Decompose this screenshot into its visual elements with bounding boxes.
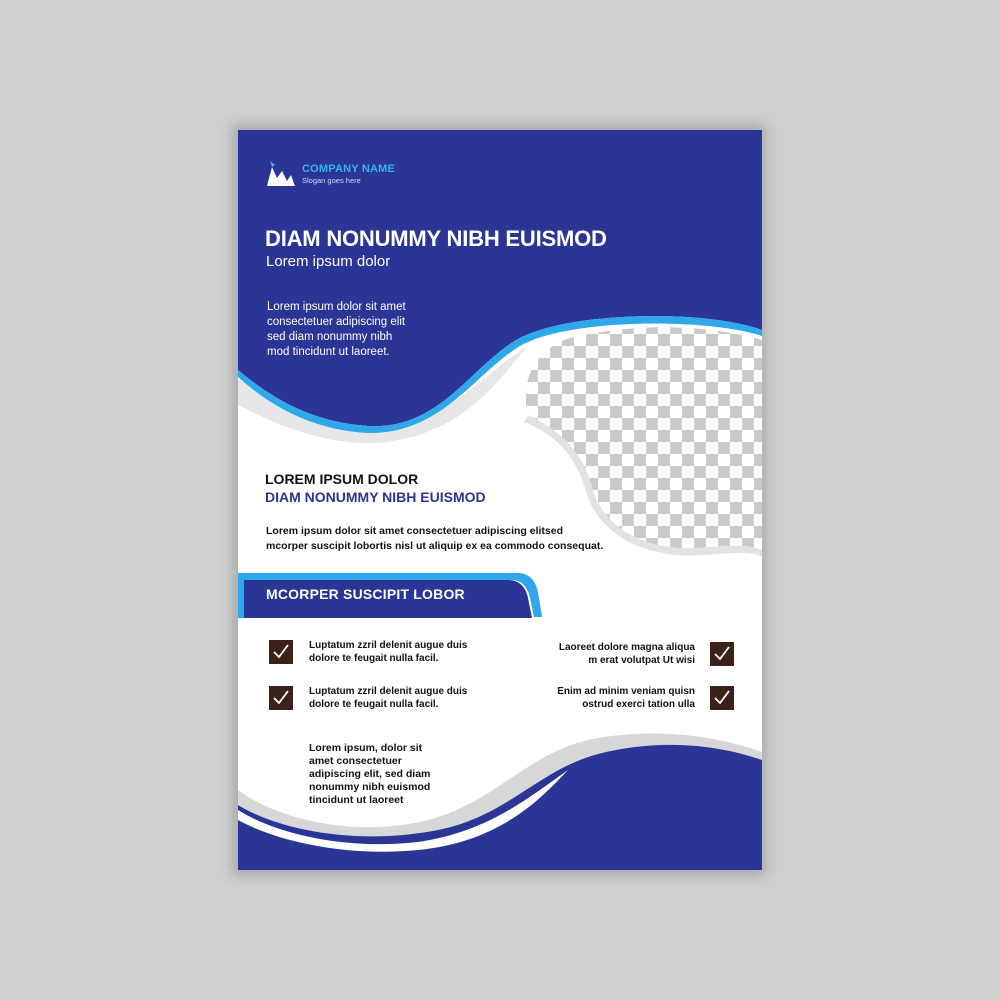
section-body-line: mcorper suscipit lobortis nisl ut aliquip ex ea commodo consequat. [266,540,604,552]
feature-line: Luptatum zzril delenit augue duis [309,686,468,697]
feature-line: Luptatum zzril delenit augue duis [309,640,468,651]
feature-right-2 [495,685,695,711]
headline: DIAM NONUMMY NIBH EUISMOD [265,226,607,251]
footer-line: tincidunt ut laoreet [309,794,404,806]
banner-label: MCORPER SUSCIPIT LOBOR [266,586,465,602]
flyer-page [238,130,762,870]
company-slogan: Slogan goes here [302,176,361,185]
feature-line: dolore te feugait nulla facil. [309,699,439,710]
section-body [266,524,646,554]
section-body-line: Lorem ipsum dolor sit amet consectetuer adipiscing elitsed [266,525,563,537]
footer-line: adipiscing elit, sed diam [309,768,431,780]
intro-line: Lorem ipsum dolor sit amet [267,301,406,313]
company-logo-icon [266,161,296,187]
section-title: LOREM IPSUM DOLOR [265,471,419,487]
footer-line: amet consectetuer [309,755,402,767]
feature-line: dolore te feugait nulla facil. [309,653,439,664]
intro-line: consectetuer adipiscing elit [267,316,406,328]
checkbox-checked-icon [710,642,734,666]
footer-line: nonummy nibh euismod [309,781,431,793]
feature-line: ostrud exerci tation ulla [582,699,695,710]
company-name: COMPANY NAME [302,163,396,175]
footer-paragraph [309,742,479,807]
banner-left-edge [238,573,244,618]
feature-right-1 [495,641,695,667]
feature-left-2 [309,685,509,711]
intro-paragraph [267,300,467,360]
footer-line: Lorem ipsum, dolor sit [309,742,423,754]
checkbox-checked-icon [269,686,293,710]
section-subtitle: DIAM NONUMMY NIBH EUISMOD [265,489,486,505]
feature-left-1 [309,639,509,665]
subheadline: Lorem ipsum dolor [266,253,391,270]
intro-line: mod tincidunt ut laoreet. [267,346,390,358]
feature-line: Laoreet dolore magna aliqua [558,642,695,653]
checkbox-checked-icon [269,640,293,664]
feature-line: m erat volutpat Ut wisi [588,655,695,666]
feature-line: Enim ad minim veniam quisn [557,686,695,697]
intro-line: sed diam nonummy nibh [267,331,393,343]
checkbox-checked-icon [710,686,734,710]
